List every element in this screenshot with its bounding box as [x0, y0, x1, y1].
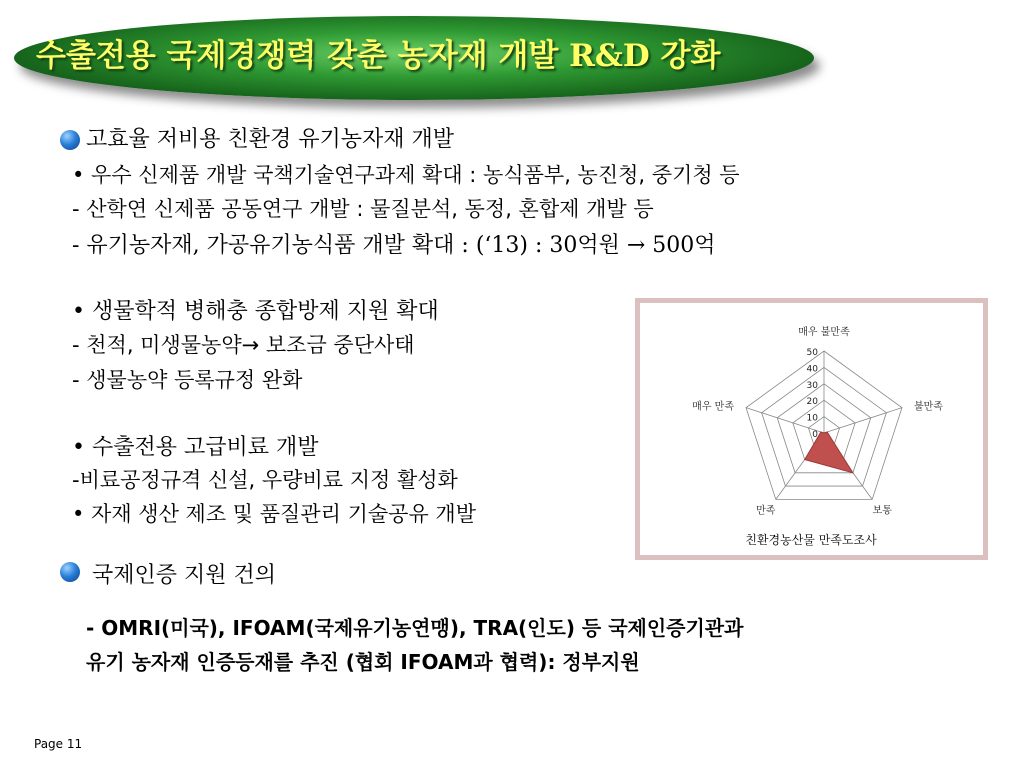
slide-title: 수출전용 국제경쟁력 갖춘 농자재 개발 R&D 강화	[36, 38, 721, 74]
section3-line1: • 수출전용 고급비료 개발	[72, 435, 319, 460]
radar-tick-label: 30	[806, 380, 818, 391]
blue-bullet-icon	[60, 130, 80, 150]
blue-bullet-icon	[60, 562, 80, 582]
section4-heading: 국제인증 지원 건의	[92, 563, 277, 588]
section2-line3: - 생물농약 등록규정 완화	[72, 368, 303, 392]
section1-line2: - 산학연 신제품 공동연구 개발 : 물질분석, 동정, 혼합제 개발 등	[72, 197, 654, 221]
radar-tick-label: 0	[812, 430, 818, 440]
section1-heading: 고효율 저비용 친환경 유기농자재 개발	[86, 127, 455, 152]
radar-tick-label: 20	[806, 397, 818, 408]
section4-line1: - OMRI(미국), IFOAM(국제유기농연맹), TRA(인도) 등 국제인증기관과	[86, 616, 744, 640]
radar-tick-label: 50	[806, 348, 818, 358]
page-number: Page 11	[34, 737, 83, 751]
section1-line3: - 유기농자재, 가공유기농식품 개발 확대 : (‘13) : 30억원 → 500억	[72, 233, 716, 258]
satisfaction-radar-chart	[635, 298, 988, 560]
section2-line2: - 천적, 미생물농약→ 보조금 중단사태	[72, 333, 415, 357]
radar-category-label: 만족	[756, 505, 776, 517]
radar-category-label: 보통	[872, 505, 892, 517]
section2-line1: • 생물학적 병해충 종합방제 지원 확대	[72, 299, 439, 324]
section3-line2: -비료공정규격 신설, 우량비료 지정 활성화	[72, 468, 458, 492]
radar-category-label: 불만족	[913, 401, 943, 413]
radar-chart-title: 친환경농산물 만족도조사	[745, 533, 877, 547]
radar-spoke	[824, 408, 902, 433]
radar-category-label: 매우 만족	[692, 401, 735, 413]
section1-line1: • 우수 신제품 개발 국책기술연구과제 확대 : 농식품부, 농진청, 중기청 등	[72, 163, 740, 187]
radar-category-label: 매우 불만족	[798, 327, 850, 338]
section3-line3: • 자재 생산 제조 및 품질관리 기술공유 개발	[72, 502, 476, 526]
radar-tick-label: 10	[806, 413, 818, 424]
radar-tick-label: 40	[806, 364, 818, 375]
section4-line2: 유기 농자재 인증등재를 추진 (협회 IFOAM과 협력): 정부지원	[86, 650, 640, 674]
radar-chart-svg	[640, 303, 983, 555]
